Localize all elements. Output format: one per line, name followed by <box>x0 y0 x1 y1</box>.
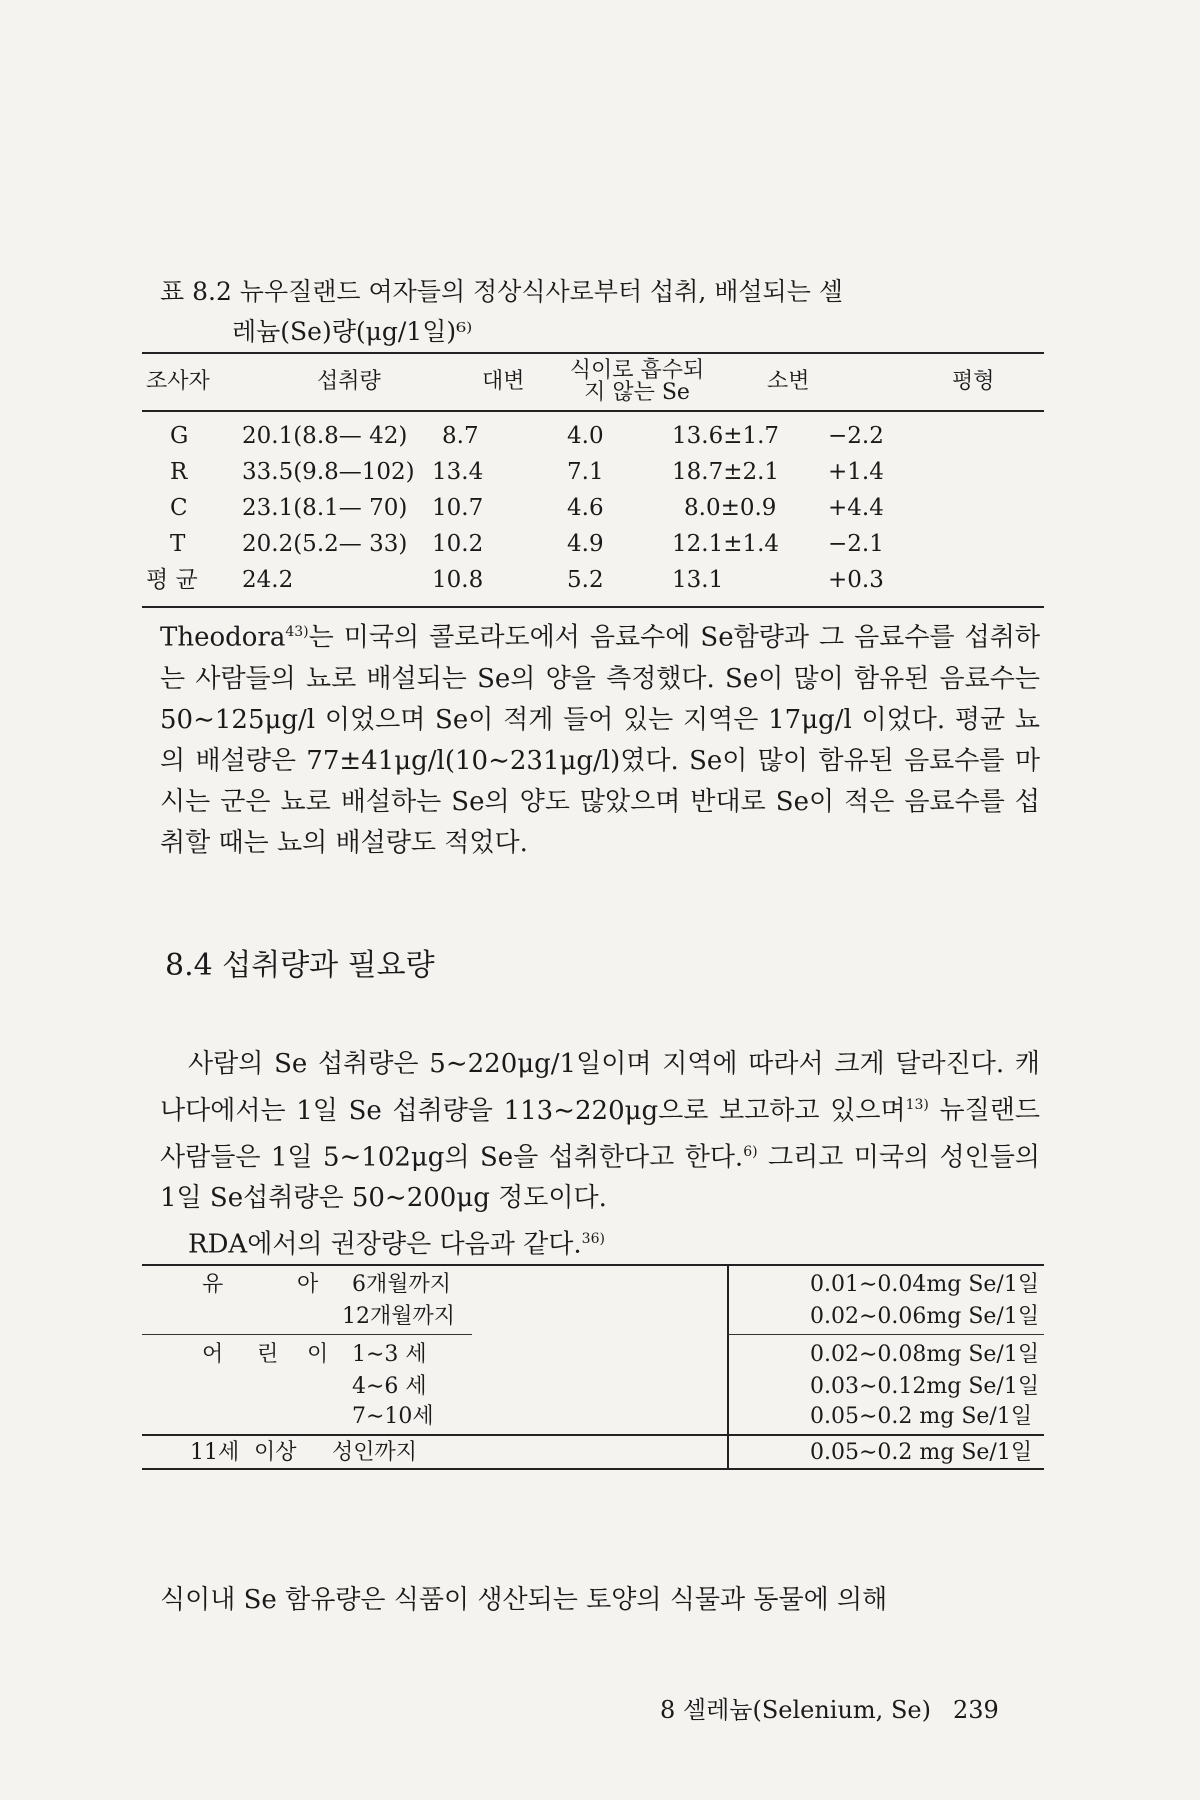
cell-investigator: 평 균 <box>146 567 198 593</box>
cell-balance: +4.4 <box>828 495 884 521</box>
paragraph-text: 그리고 미국의 성인들의 1일 Se섭취량은 50∼200μg 정도이다. <box>160 1142 1040 1214</box>
paragraph-text: 사람의 Se 섭취량은 5∼220μg/1일이며 지역에 따라서 크게 달라진다. 캐나다에서는 1일 Se 섭취량을 113∼220μg으로 보고하고 있으며 <box>160 1049 1040 1126</box>
cell-urine: 18.7±2.1 <box>672 459 780 485</box>
cell-intake: 20.2(5.2— 33) <box>242 531 408 557</box>
table-row <box>142 418 1044 454</box>
running-head: 8 셀레늄(Selenium, Se) <box>660 1696 931 1724</box>
rda-table <box>142 1264 1044 1468</box>
rda-column-divider <box>727 1264 729 1468</box>
rda-row-rule <box>727 1334 1044 1335</box>
table-caption <box>160 272 1060 352</box>
group-label-child: 이 <box>307 1342 329 1367</box>
page-number: 239 <box>952 1696 999 1724</box>
age-range: 4∼6 세 <box>352 1374 427 1399</box>
table-row-average <box>142 562 1044 598</box>
table-body <box>142 412 1044 606</box>
cell-urine: 13.1 <box>672 567 724 593</box>
age-range: 12개월까지 <box>342 1304 456 1329</box>
header-investigator: 조사자 <box>146 369 210 394</box>
cell-intake: 23.1(8.1— 70) <box>242 495 408 521</box>
rda-value: 0.05∼0.2 mg Se/1일 <box>810 1404 1033 1429</box>
cell-urine: 12.1±1.4 <box>672 531 780 557</box>
selenium-balance-table <box>142 352 1044 608</box>
group-label-adult: 성인까지 <box>332 1440 418 1465</box>
cell-feces: 10.8 <box>432 567 484 593</box>
header-urine: 소변 <box>767 369 810 394</box>
cell-intake: 20.1(8.8— 42) <box>242 423 408 449</box>
rda-bottom-rule <box>142 1468 1044 1470</box>
cell-feces: 8.7 <box>442 423 479 449</box>
cell-balance: +1.4 <box>828 459 884 485</box>
rda-value: 0.01∼0.04mg Se/1일 <box>810 1272 1040 1297</box>
age-range: 1∼3 세 <box>352 1342 427 1367</box>
table-header-row <box>142 354 1044 410</box>
header-intake: 섭취량 <box>317 369 381 394</box>
group-label-adult: 11세 <box>190 1440 240 1465</box>
header-balance: 평형 <box>952 369 995 394</box>
page-footer <box>660 1690 999 1725</box>
paragraph-text: 는 미국의 콜로라도에서 음료수에 Se함량과 그 음료수를 섭취하는 사람들의 뇨로 배설되는 Se의 양을 측정했다. Se이 많이 함유된 음료수는 50∼125μg/l 이었으며 Se이 적게 들어 있는 지역은 17μg/l 이었다. 평균 뇨의 배설량은 77±41μg/l(10∼231μg/l)였다. Se이 많이 함유된 음료수를 마시는 군은 뇨로 배설하는 Se의 양도 많았으며 반대로 Se이 적은 음료수를 섭취할 때는 뇨의 배설량도 적었다. <box>160 622 1040 858</box>
age-range: 7∼10세 <box>352 1404 434 1429</box>
rda-row-rule <box>142 1334 472 1335</box>
table-row <box>142 526 1044 562</box>
age-range: 6개월까지 <box>352 1272 452 1297</box>
cell-investigator: R <box>170 459 188 485</box>
cell-unabsorbed: 5.2 <box>567 567 604 593</box>
cell-feces: 10.7 <box>432 495 484 521</box>
section-heading: 8.4 섭취량과 필요량 <box>165 948 435 983</box>
rda-value: 0.02∼0.06mg Se/1일 <box>810 1304 1040 1329</box>
cell-balance: +0.3 <box>828 567 884 593</box>
footnote-ref: 43) <box>285 624 309 640</box>
footnote-ref: 6) <box>743 1143 758 1160</box>
rda-value: 0.02∼0.08mg Se/1일 <box>810 1342 1040 1367</box>
rda-top-rule <box>142 1264 1044 1266</box>
table-caption-line2: 레늄(Se)량(μg/1일)⁶⁾ <box>232 317 473 346</box>
paragraph-food-content: 식이내 Se 함유량은 식품이 생산되는 토양의 식물과 동물에 의해 <box>160 1585 888 1615</box>
header-feces: 대변 <box>482 369 525 394</box>
cell-urine: 8.0±0.9 <box>684 495 777 521</box>
group-label-infant: 유 <box>202 1272 224 1297</box>
table-caption-line1: 표 8.2 뉴우질랜드 여자들의 정상식사로부터 섭취, 배설되는 셀 <box>160 277 843 306</box>
cell-balance: −2.2 <box>828 423 884 449</box>
cell-investigator: C <box>170 495 188 521</box>
rda-value: 0.05∼0.2 mg Se/1일 <box>810 1440 1033 1465</box>
cell-unabsorbed: 4.6 <box>567 495 604 521</box>
cell-intake: 33.5(9.8—102) <box>242 459 415 485</box>
paragraph-rda-intro <box>160 1219 1040 1266</box>
paragraph-intake <box>160 1044 1040 1266</box>
footnote-ref: 36) <box>581 1231 605 1248</box>
table-row <box>142 454 1044 490</box>
cell-intake: 24.2 <box>242 567 294 593</box>
cell-balance: −2.1 <box>828 531 884 557</box>
group-label-infant: 아 <box>297 1272 319 1297</box>
group-label-child: 린 <box>257 1342 279 1367</box>
group-label-adult: 이상 <box>254 1440 297 1465</box>
table-bottom-rule <box>142 606 1044 608</box>
cell-unabsorbed: 4.0 <box>567 423 604 449</box>
footnote-ref: 13) <box>905 1097 929 1113</box>
table-row <box>142 490 1044 526</box>
paragraph-theodora <box>160 612 1040 864</box>
rda-value: 0.03∼0.12mg Se/1일 <box>810 1374 1040 1399</box>
paragraph-text: 뉴질랜드 사람들은 1일 5∼102μg의 Se을 섭취한다고 한다. <box>160 1095 1040 1173</box>
cell-feces: 13.4 <box>432 459 484 485</box>
cell-urine: 13.6±1.7 <box>672 423 780 449</box>
cell-unabsorbed: 4.9 <box>567 531 604 557</box>
group-label-child: 어 <box>202 1342 224 1367</box>
paragraph-text: Theodora <box>160 622 286 653</box>
header-unabsorbed: 식이로 흡수되 지 않는 Se <box>569 358 705 405</box>
cell-feces: 10.2 <box>432 531 484 557</box>
cell-unabsorbed: 7.1 <box>567 459 604 485</box>
paragraph-text: RDA에서의 권장량은 다음과 같다. <box>188 1229 582 1260</box>
cell-investigator: G <box>170 423 189 449</box>
cell-investigator: T <box>170 531 186 557</box>
